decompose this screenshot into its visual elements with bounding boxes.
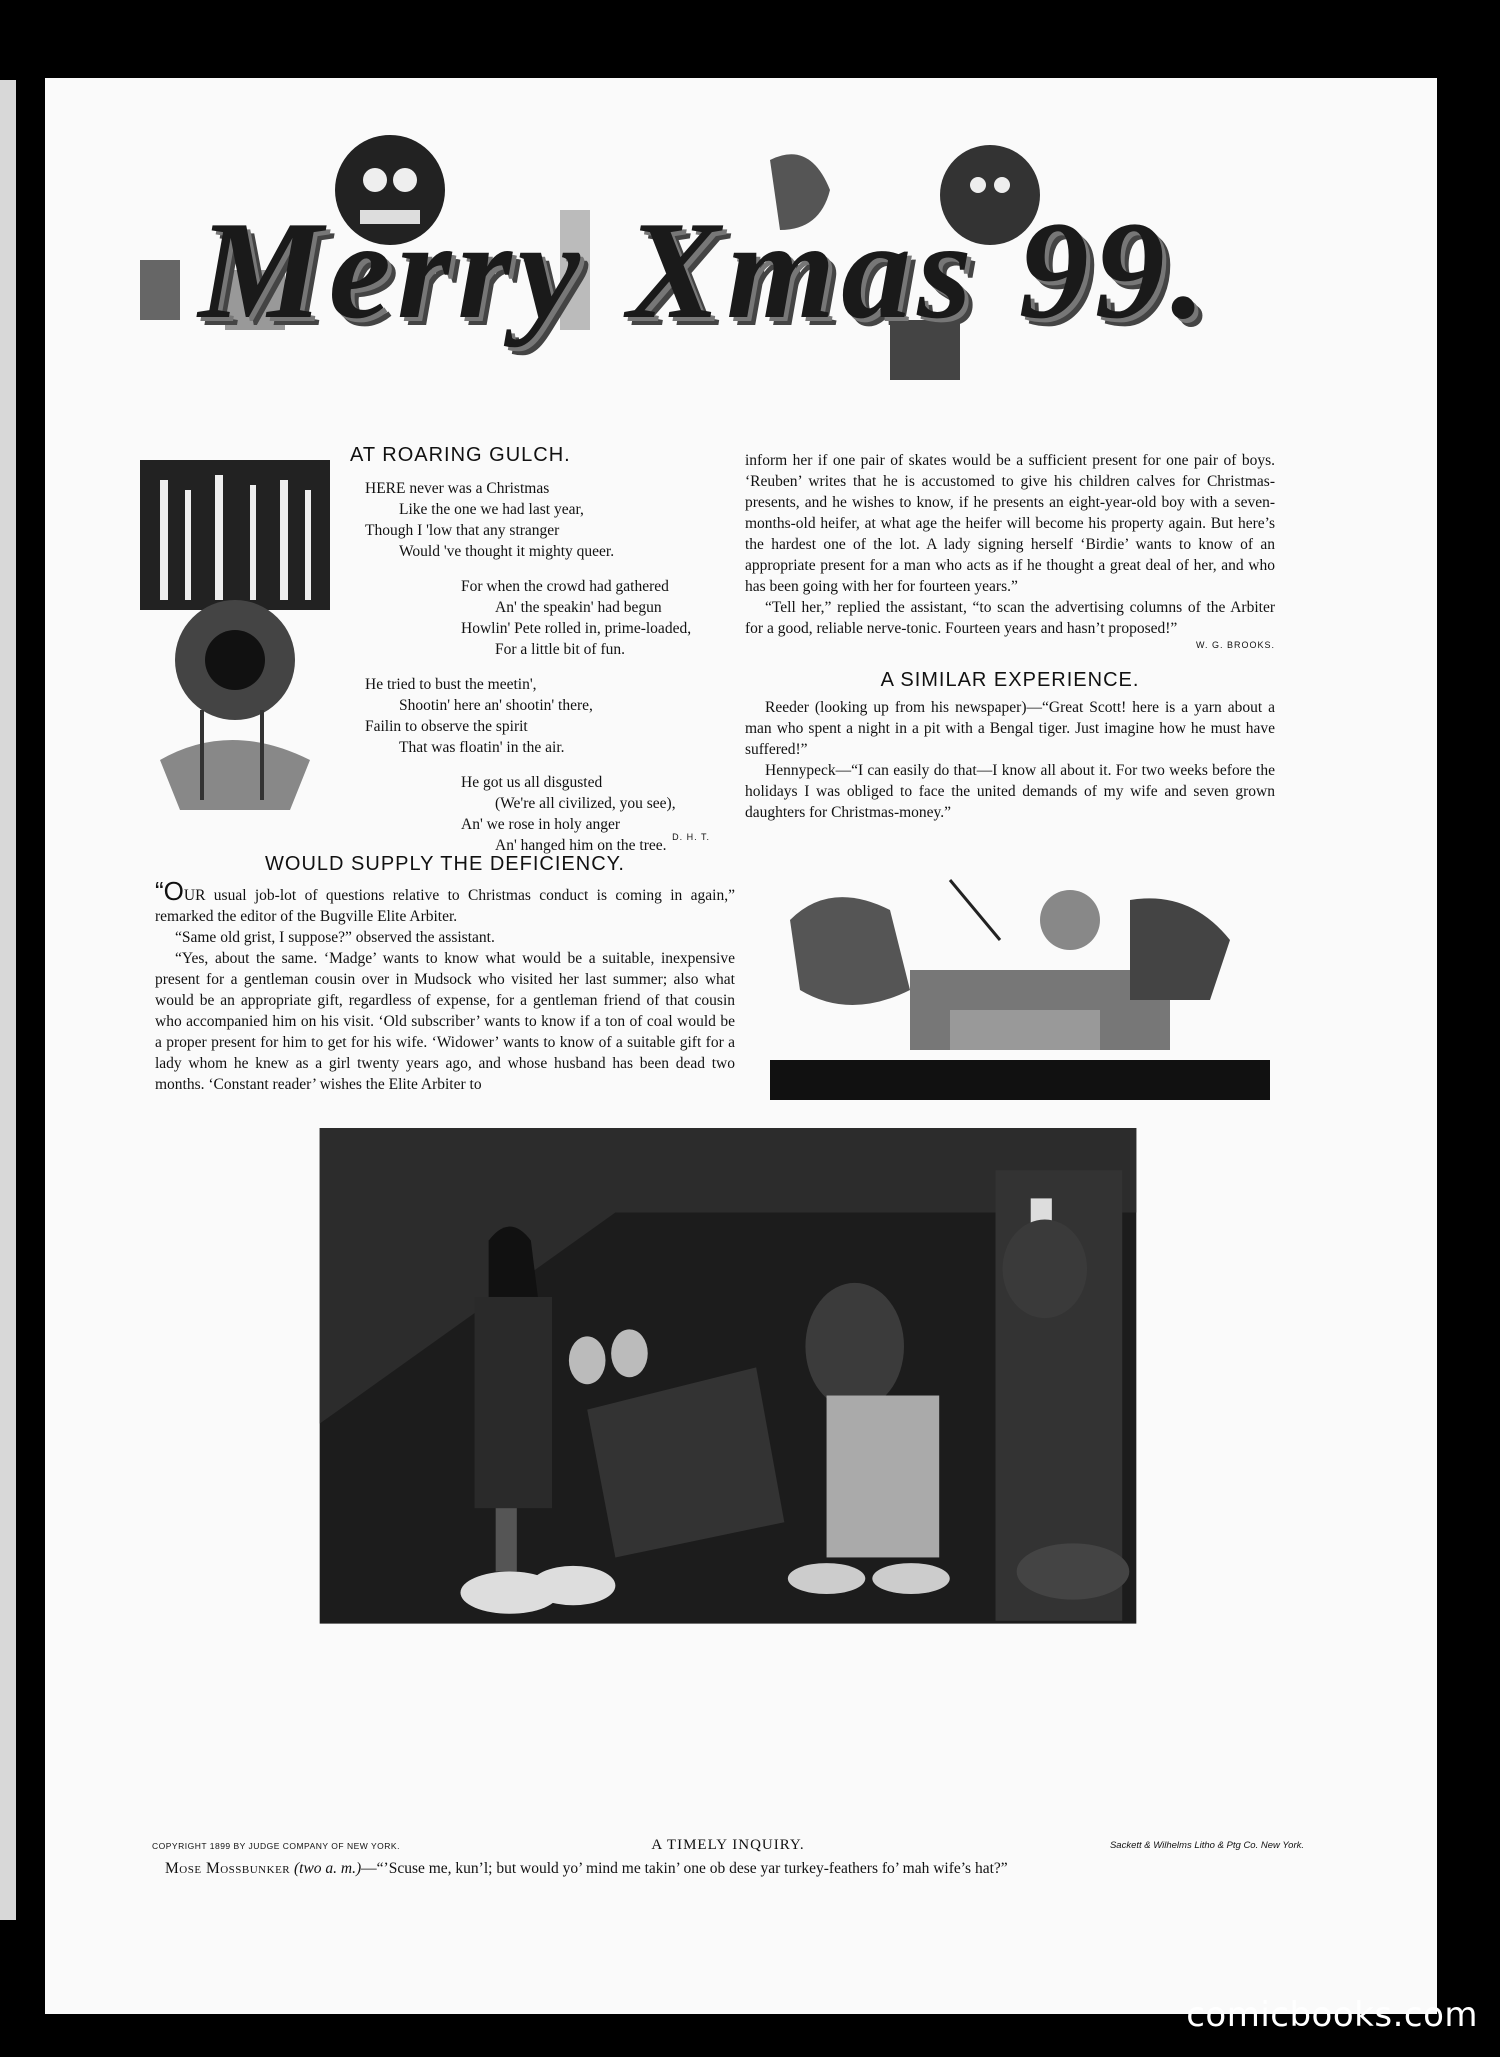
article-paragraph: Reeder (looking up from his newspaper)—“Great Scott! here is a yarn about a man who spent a night in a pit with a Bengal tiger. Just imagine how he must have suffered!” <box>745 699 1275 758</box>
poem-stanza <box>365 478 715 562</box>
copyright-notice: COPYRIGHT 1899 BY JUDGE COMPANY OF NEW YORK. <box>152 1841 400 1851</box>
article-paragraph: “Tell her,” replied the assistant, “to scan the advertising columns of the Arbiter for a good, reliable nerve-tonic. Fourteen years and hasn’t proposed!” <box>745 599 1275 637</box>
poem-line: An' the speakin' had begun <box>495 599 662 616</box>
poem-line: He tried to bust the meetin', <box>365 676 537 693</box>
poem-line: He got us all disgusted <box>461 774 603 791</box>
banner-title: Merry Xmas 99. <box>198 192 1212 348</box>
poem-line: (We're all civilized, you see), <box>495 795 676 812</box>
poem-stanza <box>365 576 715 660</box>
time-note: (two a. m.) <box>294 1860 362 1877</box>
speaker-name: Mose Mossbunker <box>165 1860 291 1877</box>
article-title: WOULD SUPPLY THE DEFICIENCY. <box>265 853 625 875</box>
illustration-caption-row <box>152 1835 1304 1859</box>
poem-line: HERE never was a Christmas <box>365 480 550 497</box>
article-title: A SIMILAR EXPERIENCE. <box>880 669 1140 691</box>
poem-stanza <box>365 674 715 758</box>
site-watermark: comicbooks.com <box>1186 1995 1478 2035</box>
christmas-banner <box>130 120 1280 420</box>
sleigh-illustration <box>770 860 1270 1100</box>
poem-line: Failin to observe the spirit <box>365 718 528 735</box>
illustration-dialogue <box>165 1860 1305 1878</box>
article-paragraph: inform her if one pair of skates would be a sufficient present for one pair of boys. ‘Reuben’ writes that he is accustomed to give his children calves for Christmas-presents, and he wishes to know, if he presents an eight-year-old boy with a seven-months-old heifer, at what age the heifer will become his property again. But here’s the hardest one of the lot. A lady signing herself ‘Birdie’ wants to know of an appropriate present for a man who acts as if he thought a great deal of her, and who has been going with her for fourteen years.” <box>745 452 1275 595</box>
illustration-title: A TIMELY INQUIRY. <box>651 1837 805 1853</box>
article-paragraph: “OUR usual job-lot of questions relative to Christmas conduct is coming in again,” remarked the editor of the Bugville Elite Arbiter. <box>155 876 735 925</box>
poem-signature: D. H. T. <box>672 832 710 842</box>
drop-cap: “O <box>155 876 184 906</box>
poem-line: An' we rose in holy anger <box>461 816 621 833</box>
article-paragraph: “Same old grist, I suppose?” observed the assistant. <box>175 929 495 946</box>
poem-line: Shootin' here an' shootin' there, <box>399 697 593 714</box>
article-paragraph: Hennypeck—“I can easily do that—I know all about it. For two weeks before the holidays I was obliged to face the united demands of my wife and seven grown daughters for Christmas-money.” <box>745 762 1275 821</box>
poem-line: Would 've thought it mighty queer. <box>399 543 615 560</box>
poem-line: Howlin' Pete rolled in, prime-loaded, <box>461 620 692 637</box>
fireworks-illustration <box>140 460 330 820</box>
article-signature: W. G. BROOKS. <box>1195 640 1275 650</box>
printer-credit: Sackett & Wilhelms Litho & Ptg Co. New York. <box>1109 1840 1304 1851</box>
poem-title: AT ROARING GULCH. <box>350 444 571 466</box>
right-column <box>745 450 1275 823</box>
article-would-supply <box>155 854 735 1095</box>
poem-line: For a little bit of fun. <box>495 641 626 658</box>
poem-body <box>365 478 715 870</box>
poem-line: An' hanged him on the tree. <box>495 837 667 854</box>
poem-line: Like the one we had last year, <box>399 501 584 518</box>
dialogue-text: —“’Scuse me, kun’l; but would yo’ mind me takin’ one ob dese yar turkey-feathers fo’ mah wife’s hat?” <box>361 1860 1008 1877</box>
poem-line: That was floatin' in the air. <box>399 739 565 756</box>
a-timely-inquiry-illustration <box>148 1128 1308 1832</box>
poem-stanza <box>365 772 715 856</box>
poem-line: Though I 'low that any stranger <box>365 522 560 539</box>
poem-line: For when the crowd had gathered <box>461 578 669 595</box>
adjacent-page-edge <box>0 80 16 1920</box>
article-paragraph: “Yes, about the same. ‘Madge’ wants to know what would be a suitable, inexpensive present for a gentleman cousin over in Mudsock who visited her last summer; also what would be an appropriate gift, regardless of expense, for a gentleman friend of that cousin who accompanied him on his visit. ‘Old subscriber’ wants to know if a ton of coal would be a proper present for him to get for his wife. ‘Widower’ wants to know of a suitable gift for a lady whom he knew as a girl twenty years ago, and whose husband has been dead two months. ‘Constant reader’ wishes the Elite Arbiter to <box>155 950 735 1093</box>
